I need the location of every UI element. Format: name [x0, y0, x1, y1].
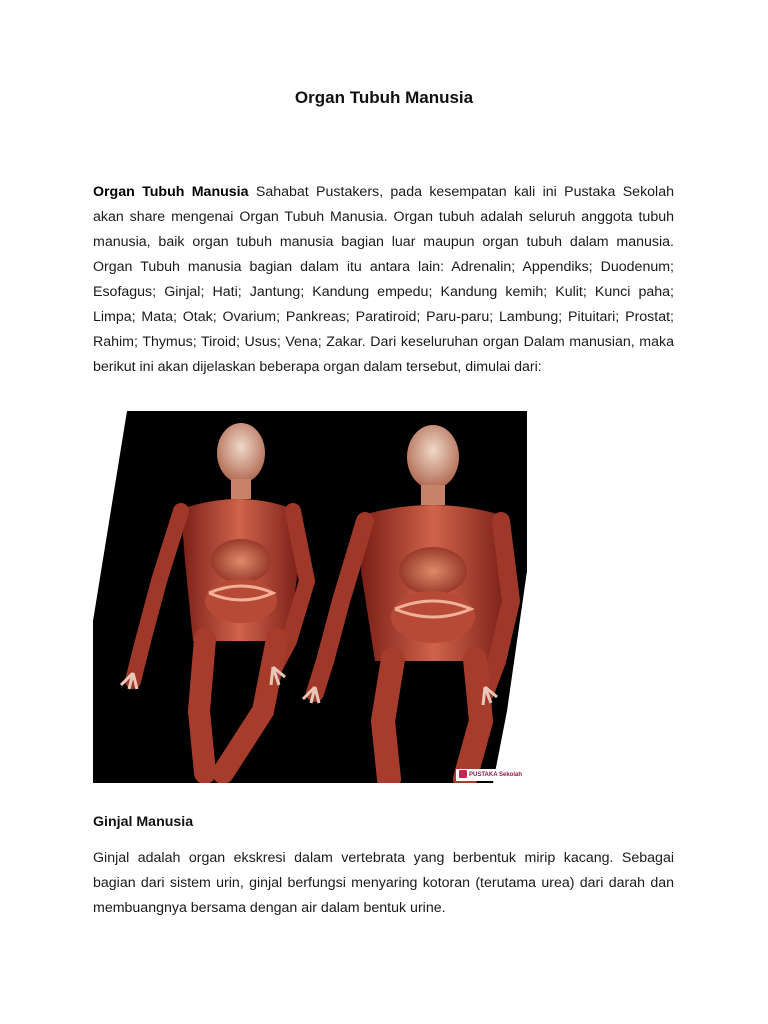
anatomy-illustration [93, 411, 527, 783]
watermark-text: PUSTAKA Sekolah [468, 772, 522, 778]
intro-lead: Organ Tubuh Manusia [93, 184, 249, 200]
intro-paragraph [93, 180, 674, 380]
anatomy-figure [93, 411, 527, 783]
intro-text: Sahabat Pustakers, pada kesempatan kali ini Pustaka Sekolah akan share mengenai Organ Tubuh Manusia. Organ tubuh adalah seluruh anggota tubuh manusia, baik organ tubuh manusia bagian luar maupun organ tubuh dalam manusia. Organ Tubuh manusia bagian dalam itu antara lain: Adrenalin; Appendiks; Duodenum; Esofagus; Ginjal; Hati; Jantung; Kandung empedu; Kandung kemih; Kulit; Kunci paha; Limpa; Mata; Otak; Ovarium; Pankreas; Paratiroid; Paru-paru; Lambung; Pituitari; Prostat; Rahim; Thymus; Tiroid; Usus; Vena; Zakar. Dari keseluruhan organ Dalam manusian, maka berikut ini akan dijelaskan beberapa organ dalam tersebut, dimulai dari: [93, 184, 674, 375]
section-heading-ginjal: Ginjal Manusia [93, 814, 194, 830]
brand-logo-icon [459, 770, 467, 778]
page-title: Organ Tubuh Manusia [294, 88, 474, 107]
image-watermark [456, 769, 525, 781]
section-body-ginjal: Ginjal adalah organ ekskresi dalam vertebrata yang berbentuk mirip kacang. Sebagai bagian dari sistem urin, ginjal berfungsi menyaring kotoran (terutama urea) dari darah dan membuangnya bersama dengan air dalam bentuk urine. [93, 850, 674, 916]
